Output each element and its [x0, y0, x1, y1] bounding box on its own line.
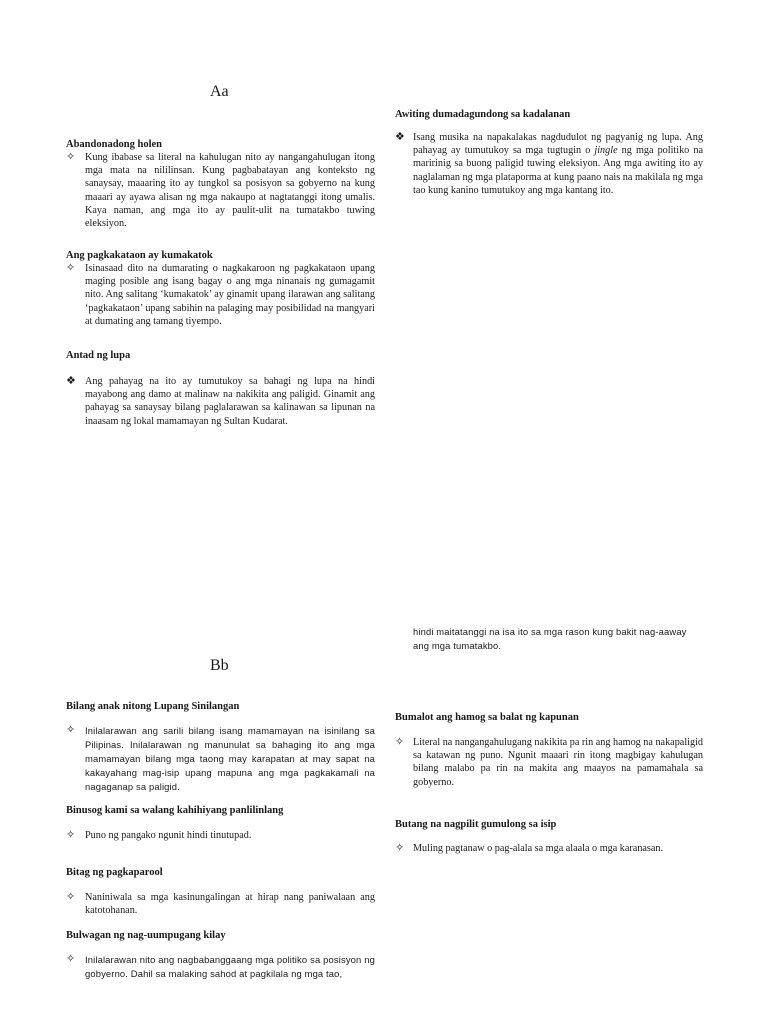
term-definition: Literal na nangangahulugang nakikita pa rin ang hamog na nakapaligid sa katawan ng puno. Ngunit maaari rin itong magbigay kahulugan bilang malabo pa rin na makita ang maayos na pamamahala sa gobyerno.: [413, 737, 703, 788]
diamond-bullet-icon: ✧: [66, 262, 76, 274]
term-title: Bulwagan ng nag-uumpugang kilay: [66, 930, 226, 941]
diamond-bullet-icon: ✧: [395, 736, 405, 748]
term-definition: Puno ng pangako ngunit hindi tinutupad.: [85, 830, 252, 841]
definition-text: Isang musika na napakalakas nagdudulot ng pagyanig ng lupa. Ang pahayag ay tumutukoy sa mga tugtugin o: [413, 132, 703, 157]
term-title: Ang pagkakataon ay kumakatok: [66, 250, 213, 261]
diamond-bullet-icon: ✧: [66, 724, 76, 736]
term-title: Bumalot ang hamog sa balat ng kapunan: [395, 712, 579, 723]
term-title: Abandonadong holen: [66, 139, 163, 150]
term-definition: Isinasaad dito na dumarating o nagkakaroon ng pagkakataon upang maging posible ang isang bagay o ang mga ninanais ng gumagamit nito. Ang salitang ‘kumakatok’ ay ginamit upang ilarawan ang salitang ‘pagkakataon’ upang sabihin na palaging may posibilidad na mangyari at dumating ang tamang tiyempo.: [85, 263, 375, 327]
diamond-bullet-icon: ✧: [66, 829, 76, 841]
diamond-bullet-icon: ✧: [395, 842, 405, 854]
term-definition: Muling pagtanaw o pag-alala sa mga alaala o mga karanasan.: [413, 843, 664, 854]
term-title: Antad ng lupa: [66, 350, 131, 361]
section-heading-bb: Bb: [210, 657, 229, 674]
term-title: Bilang anak nitong Lupang Sinilangan: [66, 701, 240, 712]
definition-text: ng mga politiko na maririnig sa buong paligid tuwing eleksiyon. Ang mga awiting ito ay naglalaman ng mga plataporma at kung paano nais na makilala ng mga tao kung kanino tumutukoy ang mga kantang ito.: [413, 145, 703, 196]
term-definition-continuation: hindi maitatanggi na isa ito sa mga rason kung bakit nag-aaway ang mga tumatakbo.: [413, 626, 687, 651]
term-definition: Naniniwala sa mga kasinungalingan at hirap nang paniwalaan ang katotohanan.: [85, 892, 375, 917]
term-title: Butang na nagpilit gumulong sa isip: [395, 819, 557, 830]
section-heading-aa: Aa: [210, 83, 229, 100]
diamond-bullet-icon: ✧: [66, 891, 76, 903]
term-title: Awiting dumadagundong sa kadalanan: [395, 109, 571, 120]
term-definition: Inilalarawan nito ang nagbabanggaang mga politiko sa posisyon ng gobyerno. Dahil sa malaking sahod at pagkilala ng mga tao,: [85, 954, 375, 979]
filled-diamond-bullet-icon: ❖: [395, 131, 405, 143]
definition-italic-word: jingle: [594, 145, 618, 157]
term-title: Bitag ng pagkaparool: [66, 867, 163, 878]
term-definition: Ang pahayag na ito ay tumutukoy sa bahagi ng lupa na hindi mayabong ang damo at malinaw na nakikita ang paligid. Ginamit ang pahayag sa sanaysay bilang paglalarawan sa kalinawan sa lipunan na inaasam ng lokal mamamayan ng Sultan Kudarat.: [85, 376, 375, 427]
diamond-bullet-icon: ✧: [66, 151, 76, 163]
diamond-bullet-icon: ✧: [66, 953, 76, 965]
filled-diamond-bullet-icon: ❖: [66, 375, 76, 387]
term-definition: Inilalarawan ang sarili bilang isang mamamayan na isinilang sa Pilipinas. Inilalarawan ng manunulat sa bahaging ito ang mga mamamayan bilang mga taong may karapatan at may sapat na kakayahang mag-isip upang mapuna ang mga pagkakamali na nagaganap sa paligid.: [85, 725, 375, 792]
term-title: Binusog kami sa walang kahihiyang panlilinlang: [66, 805, 284, 816]
term-definition: [413, 131, 703, 197]
term-definition: Kung ibabase sa literal na kahulugan nito ay nangangahulugan itong mga mata na nililinsan. Kung pagbabatayan ang konteksto ng sanaysay, maaaring ito ay tungkol sa posisyon sa gobyerno na kung maaari ay ayawa alisan ng mga nakaupo at nagtatanggi itong umalis. Kaya naman, ang mga ito ay paulit-ulit na tumatakbo tuwing eleksiyon.: [85, 152, 375, 230]
